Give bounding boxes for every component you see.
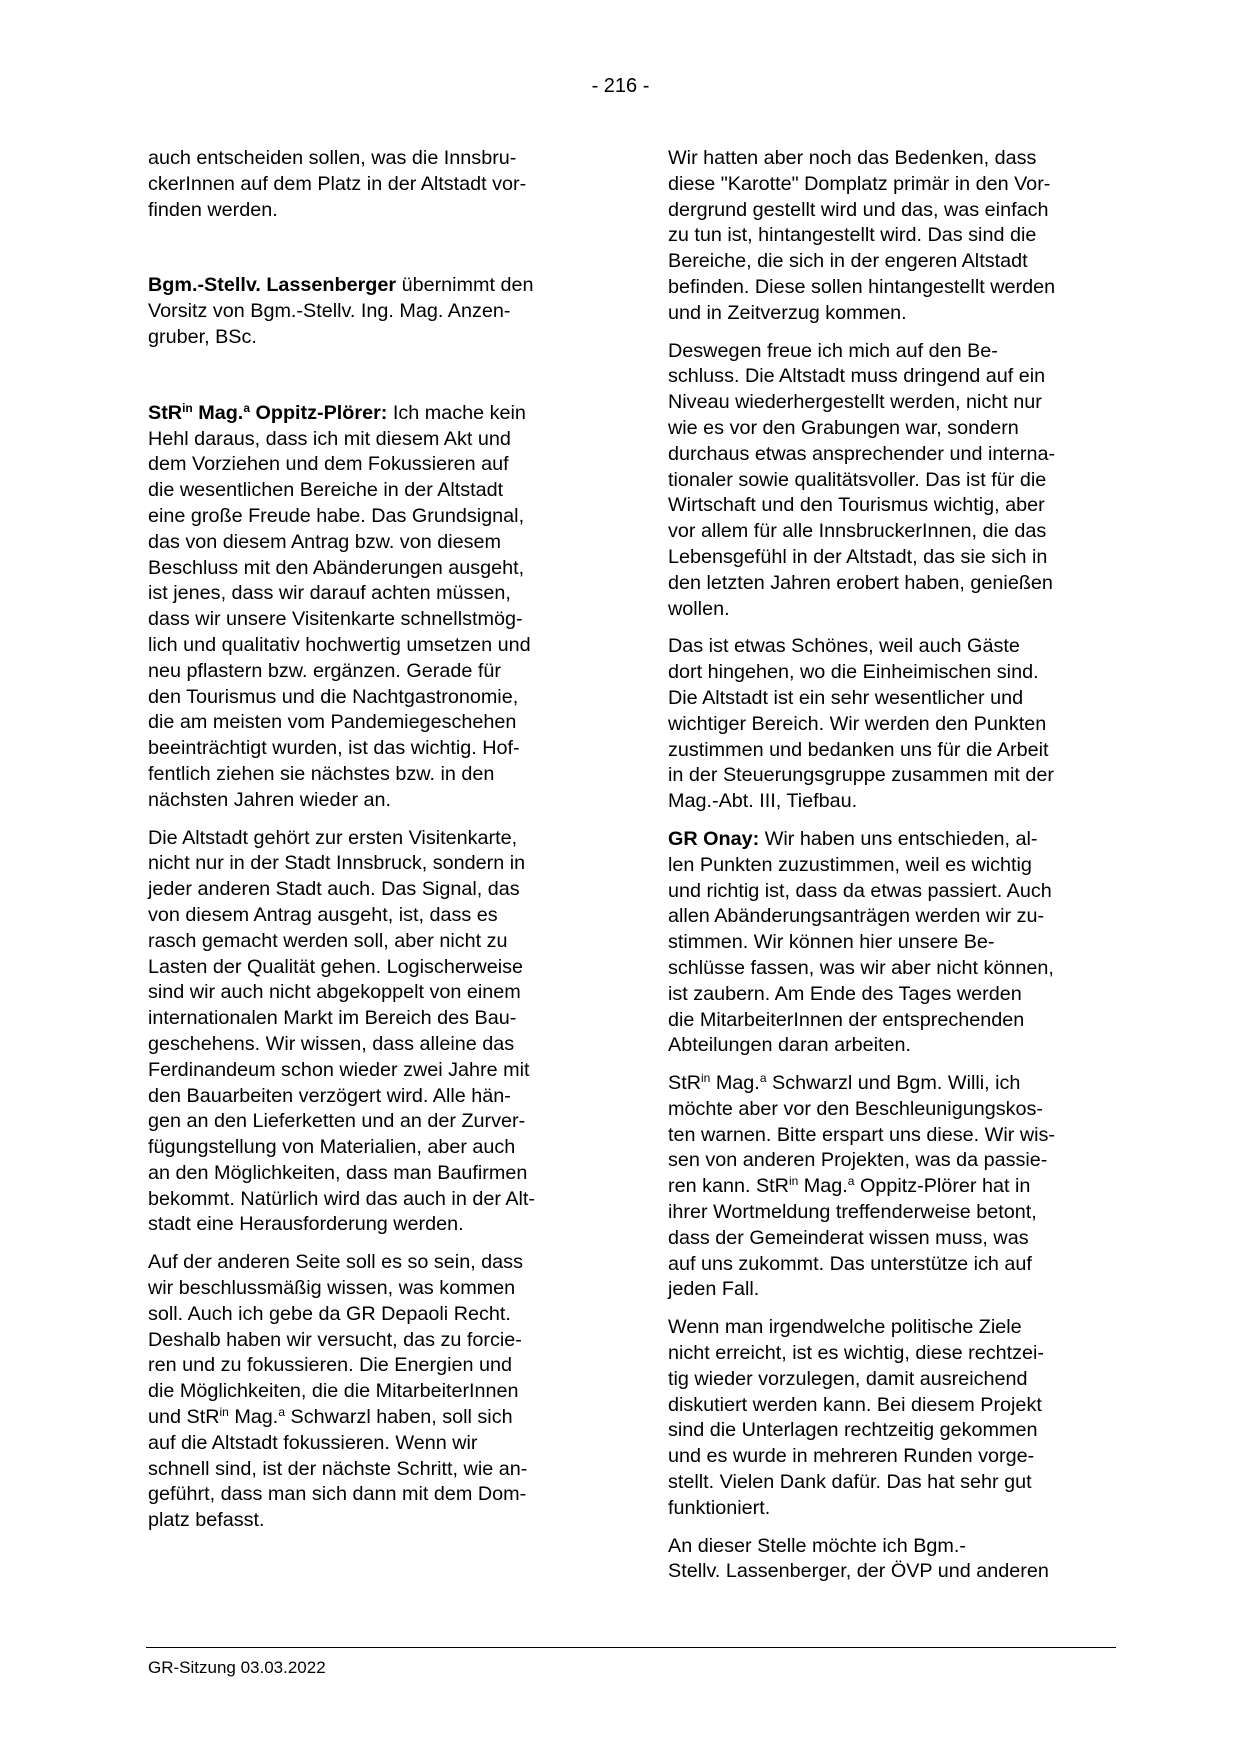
- paragraph: Auf der anderen Seite soll es so sein, dass wir beschlussmäßig wissen, was kommen soll. Auch ich gebe da GR Depaoli Recht. Deshalb haben wir versucht, das zu forcie- ren und zu fokussieren. Die Energien und die Möglichkeiten, die die MitarbeiterInnen und StR$^{in}$ Mag.$^a$ Schwarzl haben, soll sich auf die Altstadt fokussieren. Wenn wir schnell sind, ist der nächste Schritt, wie an- geführt, dass man sich dann mit dem Dom- platz befasst.: [148, 1251, 528, 1532]
- paragraph: Deswegen freue ich mich auf den Be- schluss. Die Altstadt muss dringend auf ein Niveau wiederhergestellt werden, nicht nur wie es vor den Grabungen war, sondern durchaus etwas ansprechender und interna- tionaler sowie qualitätsvoller. Das ist für die Wirtschaft und den Tourismus wichtig, aber vor allem für alle InnsbruckerInnen, die das Lebensgefühl in der Altstadt, das sie sich in den letzten Jahren erobert haben, genießen wollen.: [668, 339, 1056, 620]
- paragraph: StR$^{in}$ Mag.$^a$ Schwarzl und Bgm. Willi, ich möchte aber vor den Beschleunigungskos- ten warnen. Bitte erspart uns diese. Wir wis- sen von anderen Projekten, was da passie- ren kann. StR$^{in}$ Mag.$^a$ Oppitz-Plörer hat in ihrer Wortmeldung treffenderweise betont, dass der Gemeinderat wissen muss, was auf uns zukommt. Das unterstütze ich auf jeden Fall.: [668, 1071, 1055, 1301]
- speech-paragraph: StR$^{in}$ Mag.$^a$ Oppitz-Plörer: Ich mache kein Hehl daraus, dass ich mit diesem Akt und dem Vorziehen und dem Fokussieren auf die wesentlichen Bereiche in der Altstadt eine große Freude habe. Das Grundsignal, das von diesem Antrag bzw. von diesem Beschluss mit den Abänderungen ausgeht, ist jenes, dass wir darauf achten müssen, dass wir unsere Visitenkarte schnellstmög- lich und qualitativ hochwertig umsetzen und neu pflastern bzw. ergänzen. Gerade für den Tourismus und die Nachtgastronomie, die am meisten vom Pandemiegeschehen beeinträchtigt wurden, ist das wichtig. Hof- fentlich ziehen sie nächstes bzw. in den nächsten Jahren wieder an.: [148, 400, 531, 811]
- paragraph: auch entscheiden sollen, was die Innsbru- ckerInnen auf dem Platz in der Altstadt vor- finden werden.: [148, 147, 527, 221]
- footer-divider: [146, 1647, 1116, 1648]
- footer-session-date: GR-Sitzung 03.03.2022: [148, 1658, 326, 1677]
- paragraph: An dieser Stelle möchte ich Bgm.- Stellv. Lassenberger, der ÖVP und anderen: [668, 1534, 1049, 1583]
- speaker-name: StR$^{in}$ Mag.$^a$ Oppitz-Plörer:: [148, 400, 388, 424]
- right-column: [668, 146, 1124, 1585]
- speaker-name: Bgm.-Stellv. Lassenberger: [148, 274, 397, 297]
- page-number: - 216 -: [591, 75, 650, 97]
- left-column: [148, 146, 604, 1534]
- paragraph: Wir hatten aber noch das Bedenken, dass diese "Karotte" Domplatz primär in den Vor- dergrund gestellt wird und das, was einfach zu tun ist, hintangestellt wird. Das sind die Bereiche, die sich in der engeren Altstadt befinden. Diese sollen hintangestellt werden und in Zeitverzug kommen.: [668, 147, 1056, 324]
- speaker-name: GR Onay:: [668, 827, 760, 850]
- paragraph: Die Altstadt gehört zur ersten Visitenkarte, nicht nur in der Stadt Innsbruck, sondern in jeder anderen Stadt auch. Das Signal, das von diesem Antrag ausgeht, ist, dass es rasch gemacht werden soll, aber nicht zu Lasten der Qualität gehen. Logischerweise sind wir auch nicht abgekoppelt von einem internationalen Markt im Bereich des Bau- geschehens. Wir wissen, dass alleine das Ferdinandeum schon wieder zwei Jahre mit den Bauarbeiten verzögert wird. Alle hän- gen an den Lieferketten und an der Zurver- fügungstellung von Materialien, aber auch an den Möglichkeiten, dass man Baufirmen bekommt. Natürlich wird das auch in der Alt- stadt eine Herausforderung werden.: [148, 826, 535, 1236]
- paragraph: Das ist etwas Schönes, weil auch Gäste dort hingehen, wo die Einheimischen sind. Die Altstadt ist ein sehr wesentlicher und wichtiger Bereich. Wir werden den Punkten zustimmen und bedanken uns für die Arbeit in der Steuerungsgruppe zusammen mit der Mag.-Abt. III, Tiefbau.: [668, 635, 1054, 813]
- chair-change-paragraph: Bgm.-Stellv. Lassenberger übernimmt den Vorsitz von Bgm.-Stellv. Ing. Mag. Anzen- gruber, BSc.: [148, 274, 534, 348]
- speech-paragraph: GR Onay: Wir haben uns entschieden, al- len Punkten zuzustimmen, weil es wichtig und richtig ist, dass da etwas passiert. Auch allen Abänderungsanträgen werden wir zu- stimmen. Wir können hier unsere Be- schlüsse fassen, was wir aber nicht können, ist zaubern. Am Ende des Tages werden die MitarbeiterInnen der entsprechenden Abteilungen daran arbeiten.: [668, 827, 1054, 1057]
- paragraph: Wenn man irgendwelche politische Ziele nicht erreicht, ist es wichtig, diese rechtzei- tig wieder vorzulegen, damit ausreichend diskutiert werden kann. Bei diesem Projekt sind die Unterlagen rechtzeitig gekommen und es wurde in mehreren Runden vorge- stellt. Vielen Dank dafür. Das hat sehr gut funktioniert.: [668, 1316, 1044, 1519]
